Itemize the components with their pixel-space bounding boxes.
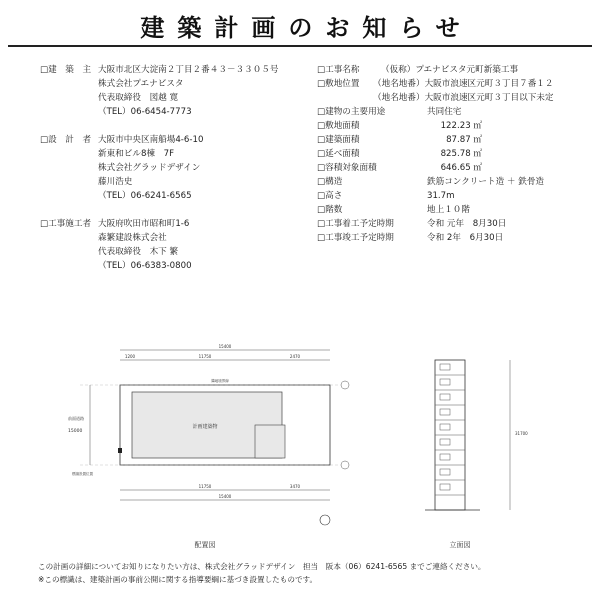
building-label: 計画建築物 [192, 424, 218, 430]
north-arrow-icon [320, 515, 330, 525]
title-rule [8, 45, 592, 47]
window [440, 379, 450, 385]
start-label: □工事着工予定時期 [317, 219, 394, 229]
designer-line: 大阪市中央区南船場4-6-10 [98, 135, 204, 145]
road-label: 前面道路 [68, 416, 84, 421]
dim-e: 3470 [289, 484, 301, 489]
designer-label: □設 計 者 [40, 135, 92, 145]
designer-line: 株式会社グラッドデザイン [98, 163, 201, 173]
building-area-label: □建築面積 [317, 135, 360, 145]
designer-line: 藤川浩史 [98, 177, 133, 187]
site-area-label: □敷地面積 [317, 121, 360, 131]
parties-column [40, 63, 278, 287]
height-value: 31.7m [427, 191, 455, 201]
owner-line: 大阪市北区大淀南２丁目２番４３－３３０５号 [98, 65, 279, 75]
owner-label: □建 築 主 [40, 65, 92, 75]
start-value: 令和 元年 8月30日 [427, 219, 507, 229]
floors-label: □階数 [317, 205, 343, 215]
site-area-value: 122.23 ㎡ [440, 121, 482, 131]
contractor-line: 大阪府吹田市昭和町1-6 [98, 219, 190, 229]
far-area-value: 646.65 ㎡ [440, 163, 482, 173]
project-name: （仮称）プエナビスタ元町新築工事 [381, 65, 519, 75]
road-value: 15000 [68, 429, 83, 434]
window [440, 409, 450, 415]
plan-caption: 配置図 [194, 541, 216, 549]
height-label: □高さ [317, 191, 343, 201]
dim-a: 1200 [124, 354, 136, 359]
sign-marker [118, 448, 122, 453]
designer-block [40, 133, 278, 203]
project-name-label: □工事名称 [317, 65, 360, 75]
end-value: 令和 2年 6月30日 [427, 233, 504, 243]
window [440, 454, 450, 460]
boundary-label-top: 隣地境界線 [211, 379, 229, 383]
dim-c: 2470 [289, 354, 301, 359]
designer-line: （TEL）06-6241-6565 [98, 191, 192, 201]
dim-total-top: 15400 [218, 344, 232, 349]
site-plan-drawing [40, 340, 370, 550]
building-area-value: 87.87 ㎡ [446, 135, 482, 145]
owner-block [40, 63, 278, 119]
far-area-label: □容積対象面積 [317, 163, 377, 173]
floor-area-value: 825.78 ㎡ [440, 149, 482, 159]
use-value: 共同住宅 [427, 107, 462, 117]
dim-total-bottom: 15400 [218, 494, 232, 499]
structure-value: 鉄筋コンクリート造 ＋ 鉄骨造 [427, 177, 545, 187]
floors-value: 地上１０階 [427, 205, 470, 215]
window [440, 424, 450, 430]
owner-line: 代表取締役 図越 寛 [98, 93, 179, 103]
owner-line: 株式会社プエナビスタ [98, 79, 184, 89]
site-location-2: （地名地番）大阪市浪速区元町３丁目以下未定 [373, 93, 554, 103]
window [440, 439, 450, 445]
elev-caption: 立面図 [449, 541, 471, 549]
owner-line: （TEL）06-6454-7773 [98, 107, 192, 117]
use-label: □建物の主要用途 [317, 107, 386, 117]
window [440, 364, 450, 370]
footer-contact: この計画の詳細についてお知りになりたい方は、株式会社グラッドデザイン 担当 阪本（06）6241-6565 までご連絡ください。 [38, 562, 486, 571]
dim-b: 11750 [198, 354, 212, 359]
dim-d: 11750 [198, 484, 212, 489]
site-location-1: （地名地番）大阪市浪速区元町３丁目７番１２ [373, 79, 554, 89]
contractor-line: 森繁建設株式会社 [98, 233, 167, 243]
footer-notes [38, 560, 486, 586]
structure-label: □構造 [317, 177, 343, 187]
building-wing [255, 425, 285, 458]
contractor-line: （TEL）06-6383-0800 [98, 261, 192, 271]
window [440, 394, 450, 400]
elevation-drawing [420, 340, 540, 550]
contractor-block [40, 217, 278, 273]
site-location-label: □敷地位置 [317, 79, 360, 89]
page-title: 建築計画のお知らせ [140, 14, 473, 42]
floor-area-label: □延べ面積 [317, 149, 360, 159]
project-column [317, 63, 553, 245]
sign-marker-label: 標識設置位置 [72, 472, 93, 476]
designer-line: 新東和ビル8棟 7F [98, 149, 175, 159]
height-dim: 31700 [515, 431, 528, 436]
end-label: □工事竣工予定時期 [317, 233, 394, 243]
window [440, 484, 450, 490]
window [440, 469, 450, 475]
contractor-label: □工事施工者 [40, 219, 92, 229]
footer-disclaimer: ※この標識は、建築計画の事前公開に関する指導要綱に基づき設置したものです。 [38, 575, 318, 584]
contractor-line: 代表取締役 木下 繁 [98, 247, 179, 257]
